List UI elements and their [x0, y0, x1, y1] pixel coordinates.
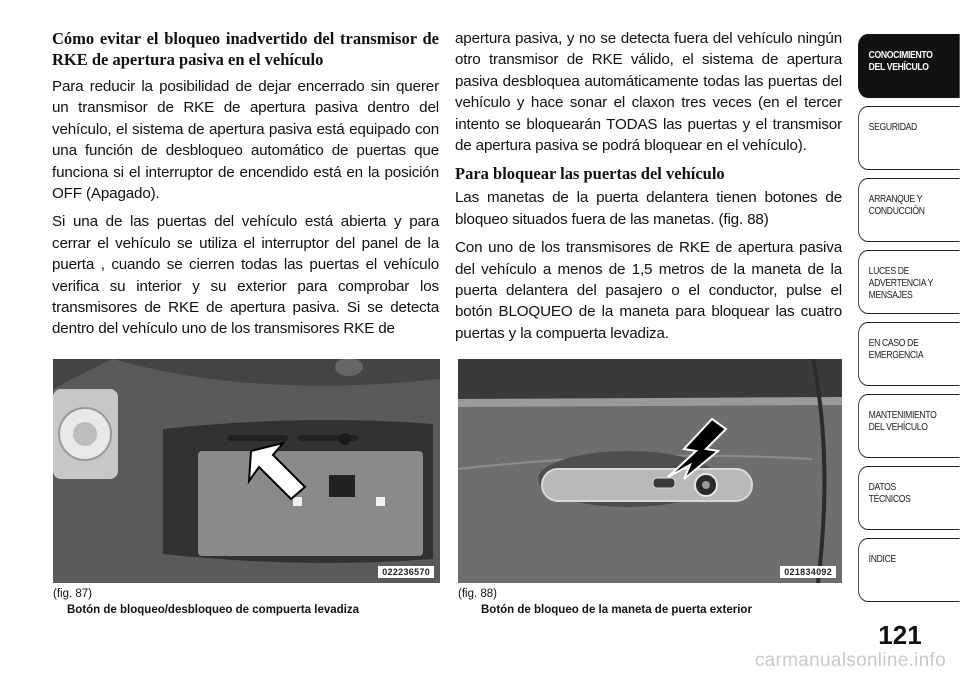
tab-indice[interactable]: ÍNDICE [858, 538, 960, 602]
left-column [52, 28, 439, 347]
right-column [455, 28, 842, 351]
tab-seguridad[interactable]: SEGURIDAD [858, 106, 960, 170]
tab-arranque-y-conduccion[interactable]: ARRANQUE Y CONDUCCIÓN [858, 178, 960, 242]
paragraph: Para reducir la posibilidad de dejar encerrado sin querer un transmisor de RKE de apertura pasiva dentro del vehículo, el sistema de apertura pasiva está equipado con una función de desbloqueo automático de puertas que funciona si el interruptor de encendido está en la posición OFF (Apagado). [52, 78, 439, 203]
tab-luces-de-advertencia[interactable]: LUCES DE ADVERTENCIA Y MENSAJES [858, 250, 960, 314]
figure-code: 021834092 [780, 566, 836, 578]
paragraph: apertura pasiva, y no se detecta fuera del vehículo ningún otro transmisor de RKE válido, el sistema de apertura pasiva desbloquea automáticamente todas las puertas del vehículo y hace sonar el claxon tres veces (en el tercer intento se bloquearán TODAS las puertas y el transmisor de apertura pasiva se podrá bloquear en el vehículo). [455, 30, 842, 155]
tab-mantenimiento-del-vehiculo[interactable]: MANTENIMIENTO DEL VEHÍCULO [858, 394, 960, 458]
figure-87-reference: (fig. 87) [53, 588, 92, 600]
figure-87-image [53, 359, 440, 583]
liftgate-illustration [53, 359, 440, 583]
watermark: carmanualsonline.info [754, 650, 946, 671]
figure-88-image [458, 359, 842, 583]
tab-datos-tecnicos[interactable]: DATOS TÉCNICOS [858, 466, 960, 530]
figure-88-caption: Botón de bloqueo de la maneta de puerta exterior [481, 604, 752, 616]
sub-heading: Para bloquear las puertas del vehículo [455, 164, 725, 184]
tab-conocimiento-del-vehiculo[interactable]: CONOCIMIENTO DEL VEHÍCULO [858, 34, 960, 98]
figure-87-caption: Botón de bloqueo/desbloqueo de compuerta levadiza [67, 604, 360, 616]
paragraph: Con uno de los transmisores de RKE de apertura pasiva del vehículo a menos de 1,5 metros de la maneta de la puerta delantera del pasajero o el conductor, pulse el botón BLOQUEO de la maneta para bloquear las cuatro puertas y la compuerta levadiza. [455, 239, 842, 342]
figure-code: 022236570 [378, 566, 434, 578]
tab-en-caso-de-emergencia[interactable]: EN CASO DE EMERGENCIA [858, 322, 960, 386]
chapter-sidebar [858, 34, 960, 610]
page-number: 121 [878, 620, 922, 650]
section-heading: Cómo evitar el bloqueo inadvertido del transmisor de RKE de apertura pasiva en el vehículo [52, 29, 439, 69]
figure-88-reference: (fig. 88) [458, 588, 497, 600]
paragraph: Si una de las puertas del vehículo está abierta y para cerrar el vehículo se utiliza el interruptor del panel de la puerta , cuando se cierren todas las puertas el vehículo verifica su interior y su exterior para comprobar los transmisores de RKE de apertura pasiva. Si se detecta dentro del vehículo uno de los transmisores RKE de [52, 213, 439, 338]
paragraph: Las manetas de la puerta delantera tienen botones de bloqueo situados fuera de las manetas. (fig. 88) [455, 189, 842, 228]
door-handle-illustration [458, 359, 842, 583]
